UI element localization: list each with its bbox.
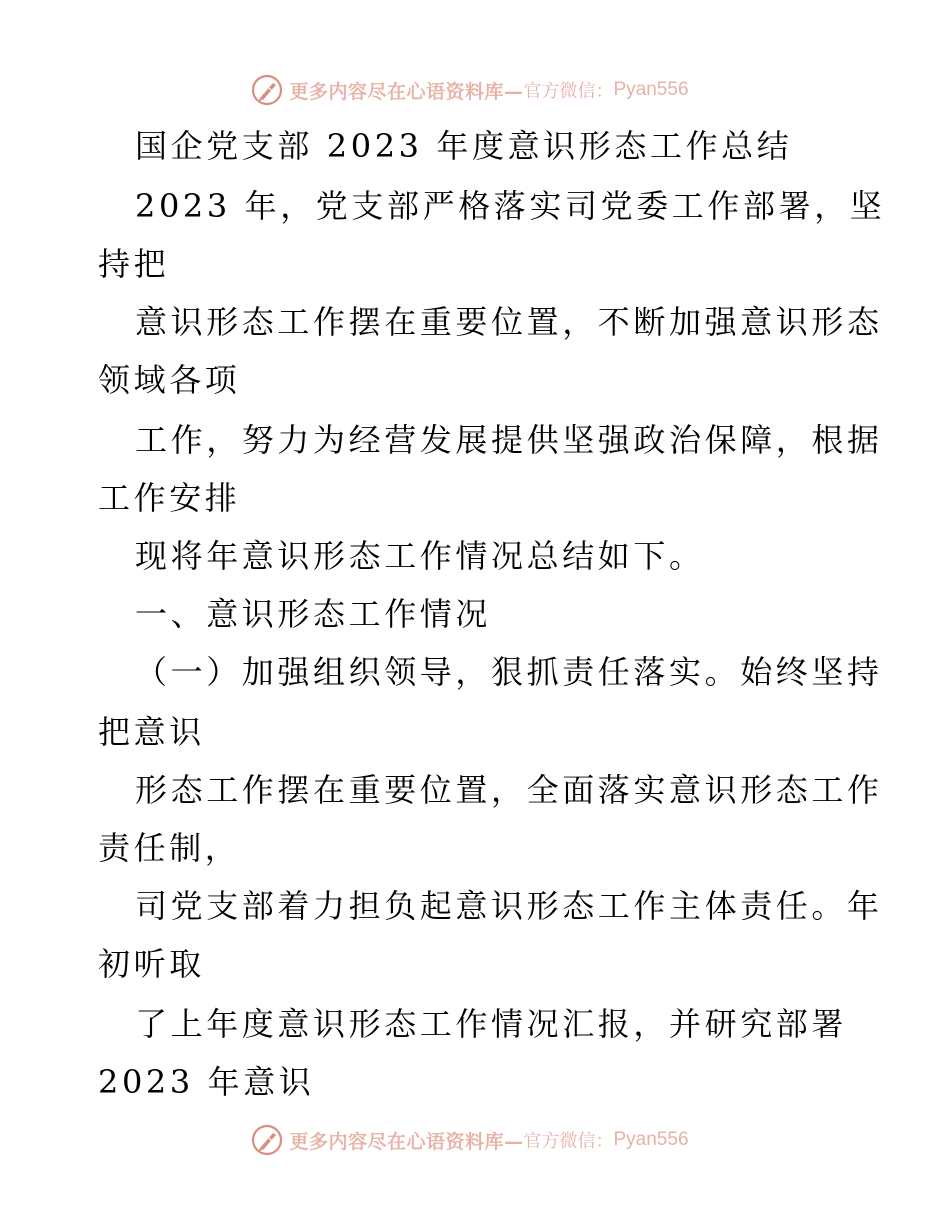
quill-pen-logo-icon [251,1124,283,1156]
paragraph-line: 意识形态工作摆在重要位置，不断加强意识形态 [135,303,883,341]
paragraph-line: 持把 [98,245,170,283]
banner-wechat-label: 官方微信： [523,81,614,102]
paragraph-line: 责任制， [98,829,241,867]
document-title: 国企党支部 2023 年度意识形态工作总结 [135,127,793,165]
banner-wechat-id: Pyan556 [613,79,689,100]
banner-wechat-id: Pyan556 [613,1129,689,1150]
paragraph-line: 形态工作摆在重要位置，全面落实意识形态工作 [135,771,883,809]
paragraph-line: 2023 年意识 [98,1063,315,1101]
paragraph-line: 工作，努力为经营发展提供坚强政治保障，根据 [135,421,883,459]
paragraph-line: 司党支部着力担负起意识形态工作主体责任。年 [135,887,883,925]
paragraph-line: 工作安排 [98,479,241,517]
footer-banner [0,1118,950,1162]
footer-banner-content [251,1124,688,1156]
paragraph-line: 2023 年，党支部严格落实司党委工作部署，坚 [135,187,886,225]
paragraph-line: 把意识 [98,713,205,751]
paragraph-line: 现将年意识形态工作情况总结如下。 [135,537,705,575]
paragraph-line: 初听取 [98,945,205,983]
paragraph-line: 了上年度意识形态工作情况汇报，并研究部署 [135,1005,848,1043]
banner-wechat-label: 官方微信： [523,1131,614,1152]
banner-main-text: 更多内容尽在心语资料库— [289,80,524,103]
paragraph-line: 领域各项 [98,361,241,399]
section-heading: 一、意识形态工作情况 [135,595,492,633]
subsection-line: （一）加强组织领导，狠抓责任落实。始终坚持 [135,653,883,691]
banner-main-text: 更多内容尽在心语资料库— [289,1130,524,1153]
